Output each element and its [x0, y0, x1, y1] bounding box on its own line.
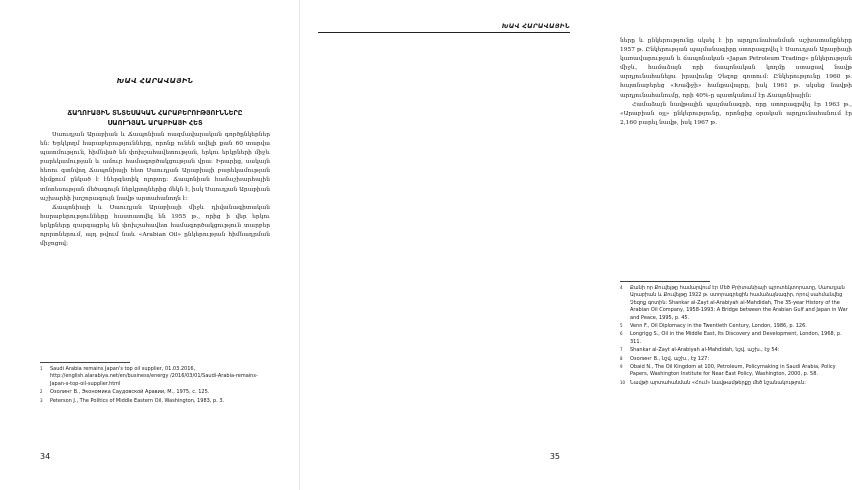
footnote — [620, 331, 852, 346]
footnote-number: 10 — [620, 379, 626, 385]
footnote — [620, 323, 852, 330]
footnote-number: 7 — [620, 347, 623, 353]
page-number: 35 — [549, 452, 560, 461]
footnote — [40, 366, 270, 388]
footnote-text: Saudi Arabia remains Japan's top oil supplier, 01.03.2016, http://english.alarabiya.net/en/business/energy /2016/03/01/Saudi-Arabia-remains-Japan-s-top-oil-supplier.html — [50, 366, 258, 387]
footnote — [40, 398, 270, 405]
footnote-number: 9 — [620, 364, 623, 370]
footnote-text: Նավթի արտահանման «Հում» նավթամթերքը մեծ նշանակություն: — [630, 379, 806, 386]
footnote — [620, 380, 852, 387]
footnote — [620, 356, 852, 363]
footnote-number: 4 — [620, 285, 623, 290]
footnote-text: Озолинг В., Экономика Саудовской Аравии, М., 1975, с. 125. — [50, 389, 210, 396]
right-footnotes — [620, 285, 852, 388]
footnote — [620, 285, 852, 322]
left-body-text — [40, 131, 270, 249]
paragraph: Ճապոնիայի և Սաուդյան Արաբիայի միջև դիվանագիտական հարաբերությունները հաստատվել են 1955 թ., որից ի վեր երկու երկրները զարգացրել են փոխշահավետ համագործակցություն տարբեր ոլորտներում, այդ թվում նաև «Arabian Oil» ընկերության հիմնադրման միջոցով: — [40, 204, 270, 248]
footnote-divider — [40, 362, 130, 363]
footnote-number: 5 — [620, 323, 623, 329]
page-number: 34 — [40, 452, 51, 461]
footnote-text: Քանի որ Քուվեյթը համարվում էր Մեծ Բրիտանիայի պրոտեկտորատը, Սաուդյան Արաբիան և Քուվեյթը 1922 թ. ստորագրեցին համաձայնագիր, որով սահմանվեց Չեզոք գոտին: Shankar al-Zayt al-Arabiyah al-Mahdidah, The 35-year History of the Arabian Oil Company, 1958-1993: A Bridge between the Arabian Gulf and Japan in War and Peace, 1995, p. 45. — [630, 285, 848, 321]
footnote-number: 6 — [620, 331, 623, 337]
footnote-text: Longrigg S., Oil in the Middle East, Its Discovery and Development, London, 1968, p. 311. — [630, 331, 842, 345]
footnote-number: 1 — [40, 366, 43, 371]
left-footnotes — [40, 366, 270, 406]
footnote-number: 2 — [40, 389, 43, 395]
header-rule — [318, 32, 570, 33]
paragraph: Սաուդյան Արաբիան և Ճապոնիան ռազմավարական գործընկերներ են: Երկկողմ հարաբերությունները, որոնք ունեն ավելի քան 60 տարվա պատմություն, հիմնված են փոխշահավետության, երկու երկրների միջև բարեկամության և ամուր համագործակցության վրա: Իրարից, սակայն հեռու գտնվող Ճապոնիայի հետ Սաուդյան Արաբիայի բարեկամության հիմքում ընկած է էներգետիկ ոլորտը: Ճապոնիան համաշխարհային տնտեսության մեծագույն ներկրողներից մեկն է, իսկ Սաուդյան Արաբիան աշխարհի խոշորագույն նավթ արտահանողն է: — [40, 132, 270, 202]
paragraph: ները և ընկերությունը սկսել է իր արդյունահանման աշխատանքները 1957 թ. Ընկերության պայմանագիրը ստորագրվել է Սաուդյան Արաբիայի կառավարության և ճապոնական «Japan Petroleum Trading» ընկերության միջև, համաձայն որի ճապոնական կողմը ստացավ նավթ արդյունահանելու իրավունք Չեզոք գոտում: Ընկերությունը 1960 թ. հայտնաբերեց «Խաֆջի» հանքավայրը, իսկ 1961 թ. սկսեց նավթի արդյունահանումը, որի 40%-ը պատկանում էր Ճապոնիային: — [620, 38, 852, 99]
footnote — [40, 389, 270, 396]
footnote — [620, 347, 852, 354]
chapter-title-line-2: ՍԱՈՒԴՅԱՆ ԱՐԱԲԻԱՅԻ ՀԵՏ — [107, 119, 203, 127]
footnote-text: Озолинг В., նշվ. աշխ., էջ 127: — [630, 355, 710, 362]
left-page — [0, 0, 300, 490]
running-header: ԽԱՎ ՀԱՐԱՎԱՅԻՆ — [501, 23, 570, 30]
paragraph: Համաձայն նավթային պայմանագրի, որը ստորագրվել էր 1963 թ., «Արաբիան օյլ» ընկերությունը, որոնցից օրական արդյունահանում էր 2,160 բարել նավթ, իսկ 1967 թ. — [620, 101, 852, 126]
right-page — [300, 0, 852, 490]
footnote — [620, 364, 852, 379]
chapter-title-line-1: ՃԱՂՈՒԱՅԻՆ ՏՆՏԵՍԱԿԱՆ ՀԱՐԱԲԵՐՈՒԹՅՈՒՆՆԵՐԸ — [67, 109, 243, 117]
footnote-number: 3 — [40, 397, 43, 403]
footnote-number: 8 — [620, 355, 623, 361]
footnote-text: Peterson J., The Politics of Middle Eastern Oil, Washington, 1983, p. 3. — [50, 397, 225, 404]
right-body-text — [620, 37, 852, 128]
footnote-divider — [620, 281, 710, 282]
footnote-text: Venn F., Oil Diplomacy in the Twentieth Century, London, 1986, p. 126. — [630, 323, 807, 330]
section-title: ԽԱՎ ՀԱՐԱՎԱՅԻՆ — [116, 77, 194, 85]
chapter-title — [40, 108, 270, 128]
footnote-text: Obaid N., The Oil Kingdom at 100, Petroleum, Policymaking in Saudi Arabia, Policy Papers, Washington Institute for Near East Policy, Washington, 2000, p. 58. — [630, 364, 836, 378]
footnote-text: Shankar al-Zayt al-Arabiyah al-Mahdidah, նշվ. աշխ., էջ 54: — [630, 347, 780, 354]
